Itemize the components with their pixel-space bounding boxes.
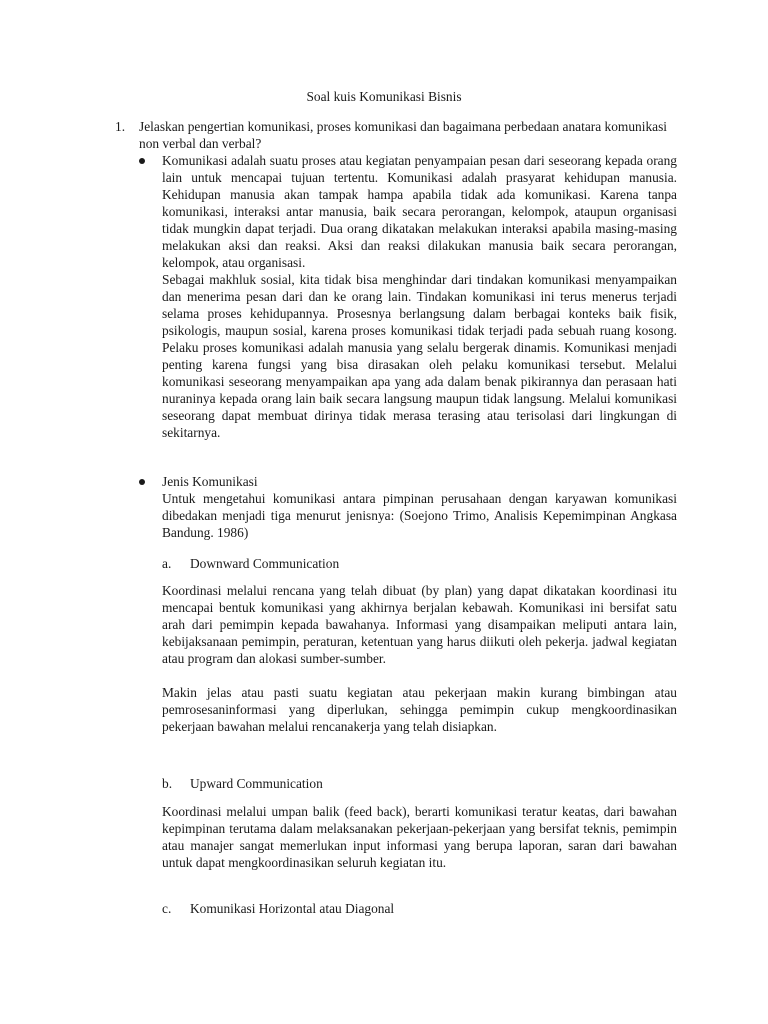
section-c-heading [162,900,677,917]
definition-paragraph-1: Komunikasi adalah suatu proses atau kegiatan penyampaian pesan dari seseorang kepada orang lain untuk mencapai tujuan tertentu. Komunikasi adalah prasyarat kehidupan manusia. Kehidupan manusia akan tampak hampa apabila tidak ada komunikasi. Karena tanpa komunikasi, interaksi antar manusia, baik secara perorangan, kelompok, ataupun organisasi tidak mungkin dapat terjadi. Dua orang dikatakan melakukan interaksi apabila masing-masing melakukan aksi dan reaksi. Aksi dan reaksi dilakukan manusia baik secara perorangan, kelompok, atau organisasi. [162,153,677,270]
section-c-letter: c. [162,901,172,916]
section-a-heading [162,555,677,572]
section-a-body [162,582,677,752]
bullet-definition [137,152,677,441]
types-heading: Jenis Komunikasi [162,474,258,489]
page-title: Soal kuis Komunikasi Bisnis [306,89,462,104]
answer-list [137,152,677,441]
question-number: 1. [115,119,126,134]
section-b-body [162,803,677,888]
bullet-types [137,473,677,541]
section-c-title: Komunikasi Horizontal atau Diagonal [190,901,395,916]
section-b-letter: b. [162,776,173,791]
section-a-title: Downward Communication [190,556,340,571]
question-1 [115,118,677,152]
section-b-title: Upward Communication [190,776,323,791]
question-text: Jelaskan pengertian komunikasi, proses komunikasi dan bagaimana perbedaan anatara komunikasi non verbal dan verbal? [139,119,668,151]
section-a-paragraph-2: Makin jelas atau pasti suatu kegiatan atau pekerjaan makin kurang bimbingan atau pemrosesaninformasi yang diperlukan, sehingga pemimpin cukup mengkoordinasikan pekerjaan bawahan melalui rencanakerja yang telah disiapkan. [162,685,677,734]
answer-list-types [137,473,677,541]
section-b-paragraph-1: Koordinasi melalui umpan balik (feed back), berarti komunikasi teratur keatas, dari bawahan kepimpinan terutama dalam melaksanakan pekerjaan-pekerjaan yang bersifat teknis, pemimpin atau manajer sangat memerlukan input informasi yang berupa laporan, saran dari bawahan untuk dapat mengkoordinasikan seluruh kegiatan itu. [162,804,677,870]
bullet-dot-icon [139,479,145,485]
section-a-paragraph-1: Koordinasi melalui rencana yang telah dibuat (by plan) yang dapat dikatakan koordinasi itu mencapai bentuk komunikasi yang akhirnya berjalan kebawah. Komunikasi ini bersifat satu arah dari pemimpin kepada bawahanya. Informasi yang disampaikan meliputi antara lain, kebijaksanaan pemimpin, peraturan, ketentuan yang harus diikuti oleh pekerja. jadwal kegiatan atau program dan alokasi sumber-sumber. [162,583,677,666]
types-intro: Untuk mengetahui komunikasi antara pimpinan perusahaan dengan karyawan komunikasi dibedakan menjadi tiga menurut jenisnya: (Soejono Trimo, Analisis Kepemimpinan Angkasa Bandung. 1986) [162,491,677,540]
section-b-heading [162,775,677,792]
definition-paragraph-2: Sebagai makhluk sosial, kita tidak bisa menghindar dari tindakan komunikasi menyampaikan dan menerima pesan dari dan ke orang lain. Tindakan komunikasi ini terus menerus terjadi selama proses kehidupannya. Prosesnya berlangsung dalam berbagai konteks baik fisik, psikologis, maupun sosial, karena proses komunikasi tidak terjadi pada sebuah ruang kosong. Pelaku proses komunikasi adalah manusia yang selalu bergerak dinamis. Komunikasi menjadi penting karena fungsi yang bisa dirasakan oleh pelaku komunikasi tersebut. Melalui komunikasi seseorang menyampaikan apa yang ada dalam benak pikirannya dan perasaan hati nuraninya kepada orang lain baik secara langsung maupun tidak langsung. Melalui komunikasi seseorang dapat membuat dirinya tidak merasa terasing atau terisolasi dari lingkungan di sekitarnya. [162,272,677,440]
bullet-dot-icon [139,158,145,164]
section-a-letter: a. [162,556,172,571]
